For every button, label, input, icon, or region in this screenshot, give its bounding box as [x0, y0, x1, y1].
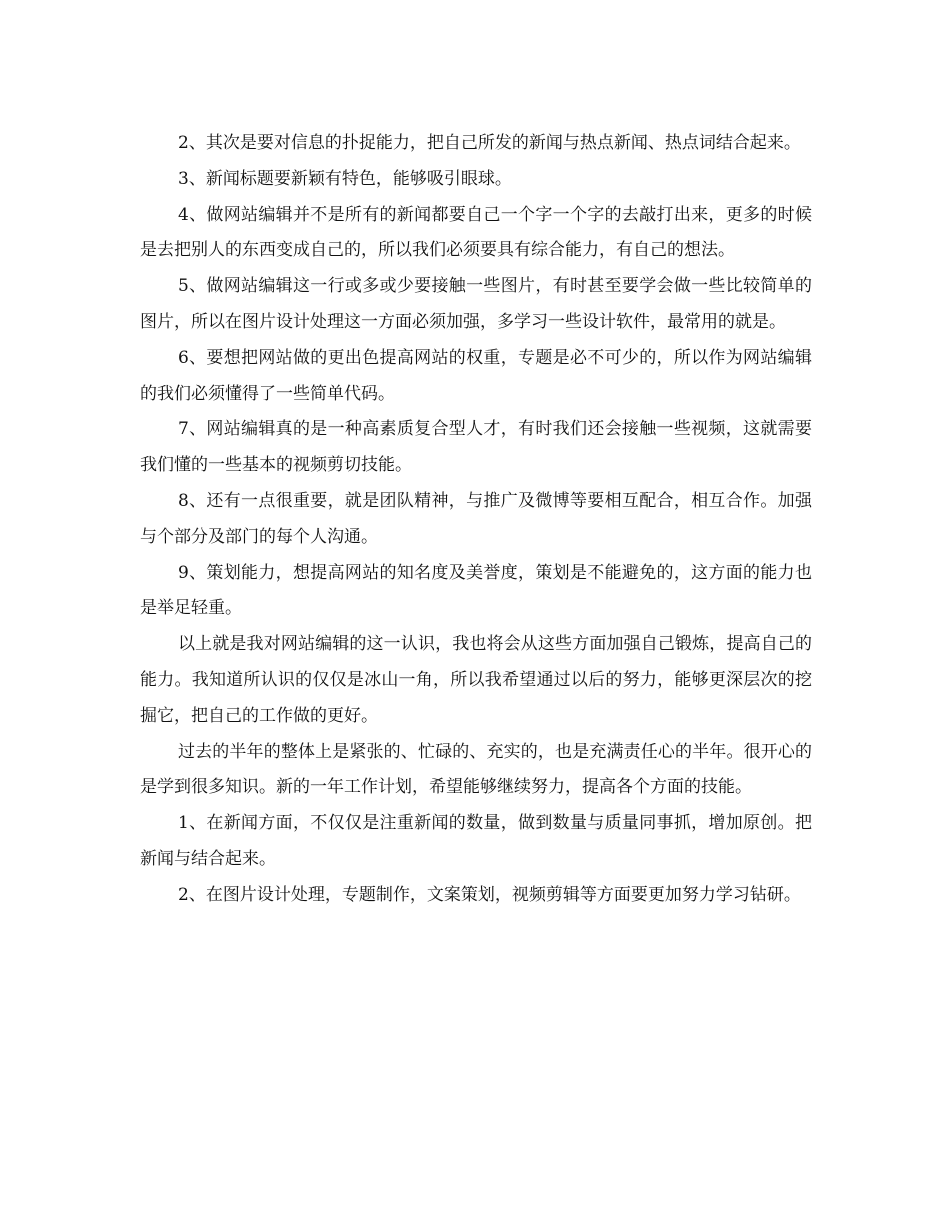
- paragraph-point-6-special-topics: 6、要想把网站做的更出色提高网站的权重，专题是必不可少的，所以作为网站编辑的我们必须懂得了一些简单代码。: [140, 347, 812, 404]
- paragraph-half-year-review: 过去的半年的整体上是紧张的、忙碌的、充实的，也是充满责任心的半年。很开心的是学到很多知识。新的一年工作计划，希望能够继续努力，提高各个方面的技能。: [140, 741, 812, 798]
- paragraph-point-4-comprehensive-ability: 4、做网站编辑并不是所有的新闻都要自己一个字一个字的去敲打出来，更多的时候是去把别人的东西变成自己的，所以我们必须要具有综合能力，有自己的想法。: [140, 204, 812, 261]
- paragraph-point-8-teamwork: 8、还有一点很重要，就是团队精神，与推广及微博等要相互配合，相互合作。加强与个部分及部门的每个人沟通。: [140, 490, 812, 547]
- paragraph-summary: 以上就是我对网站编辑的这一认识，我也将会从这些方面加强自己锻炼，提高自己的能力。我知道所认识的仅仅是冰山一角，所以我希望通过以后的努力，能够更深层次的挖掘它，把自己的工作做的更好。: [140, 634, 812, 726]
- paragraph-point-3-headlines: 3、新闻标题要新颖有特色，能够吸引眼球。: [178, 168, 512, 189]
- paragraph-point-2-info-capture: 2、其次是要对信息的扑捉能力，把自己所发的新闻与热点新闻、热点词结合起来。: [178, 133, 801, 153]
- paragraph-point-7-video-skills: 7、网站编辑真的是一种高素质复合型人才，有时我们还会接触一些视频，这就需要我们懂的一些基本的视频剪切技能。: [140, 419, 812, 476]
- document-body: [140, 126, 812, 914]
- paragraph-point-5-image-design: 5、做网站编辑这一行或多或少要接触一些图片，有时甚至要学会做一些比较简单的图片，所以在图片设计处理这一方面必须加强，多学习一些设计软件，最常用的就是。: [140, 276, 812, 332]
- paragraph-plan-2-design: 2、在图片设计处理，专题制作，文案策划，视频剪辑等方面要更加努力学习钻研。: [178, 884, 801, 905]
- paragraph-point-9-planning: 9、策划能力，想提高网站的知名度及美誉度，策划是不能避免的，这方面的能力也是举足轻重。: [140, 562, 812, 619]
- paragraph-plan-1-news: 1、在新闻方面，不仅仅是注重新闻的数量，做到数量与质量同事抓，增加原创。把新闻与结合起来。: [140, 813, 812, 869]
